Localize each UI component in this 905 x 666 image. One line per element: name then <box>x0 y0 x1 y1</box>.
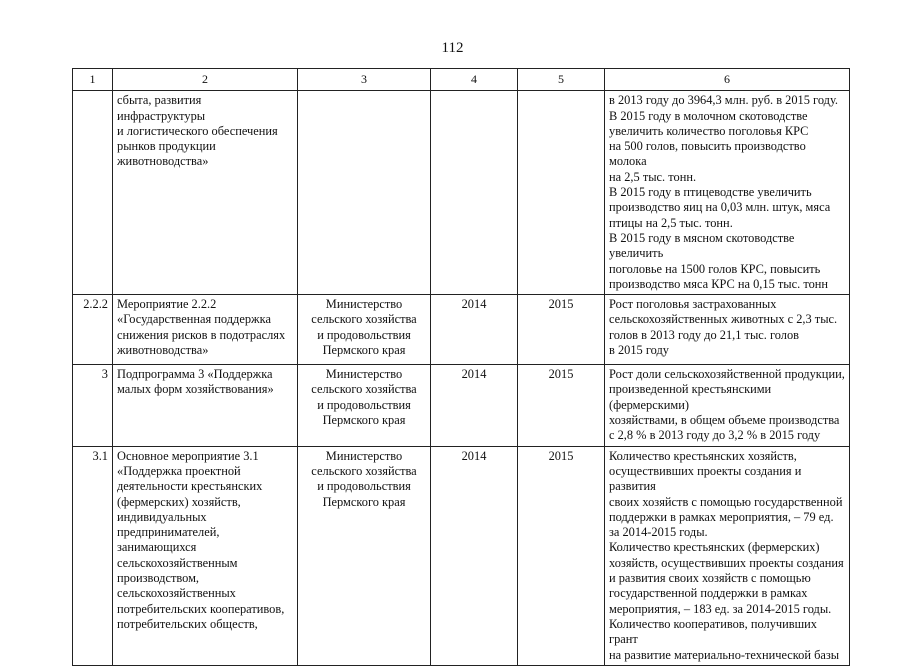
table-row <box>73 446 850 665</box>
row-name: Основное мероприятие 3.1 «Поддержка проектной деятельности крестьянских (фермерских) хозяйств, индивидуальных предпринимателей, занимающихся сельскохозяйственным производством, сельскохозяйственных потребительских кооперативов, потребительских обществ, <box>113 446 298 665</box>
row-start-year: 2014 <box>431 365 518 446</box>
row-result: Рост доли сельскохозяйственной продукции, произведенной крестьянскими (фермерскими) хозяйствами, в общем объеме производства с 2,8 % в 2013 году до 3,2 % в 2015 году <box>605 365 850 446</box>
row-name: сбыта, развития инфраструктуры и логистического обеспечения рынков продукции животноводства» <box>113 91 298 295</box>
row-end-year: 2015 <box>518 295 605 365</box>
table-row <box>73 91 850 295</box>
column-header: 3 <box>298 69 431 91</box>
header-row <box>73 69 850 91</box>
column-header: 2 <box>113 69 298 91</box>
row-number <box>73 91 113 295</box>
column-header: 5 <box>518 69 605 91</box>
row-start-year <box>431 91 518 295</box>
row-result: в 2013 году до 3964,3 млн. руб. в 2015 году. В 2015 году в молочном скотоводстве увеличить количество поголовья КРС на 500 голов, повысить производство молока на 2,5 тыс. тонн. В 2015 году в птицеводстве увеличить производство яиц на 0,03 млн. штук, мяса птицы на 2,5 тыс. тонн. В 2015 году в мясном скотоводстве увеличить поголовье на 1500 голов КРС, повысить производство мяса КРС на 0,15 тыс. тонн <box>605 91 850 295</box>
row-end-year <box>518 91 605 295</box>
row-result: Количество крестьянских хозяйств, осуществивших проекты создания и развития своих хозяйств с помощью государственной поддержки в рамках мероприятия, – 79 ед. за 2014-2015 годы. Количество крестьянских (фермерских) хозяйств, осуществивших проекты создания и развития своих хозяйств с помощью государственной поддержки в рамках мероприятия, – 183 ед. за 2014-2015 годы. Количество кооперативов, получивших грант на развитие материально-технической базы <box>605 446 850 665</box>
row-start-year: 2014 <box>431 446 518 665</box>
row-start-year: 2014 <box>431 295 518 365</box>
row-executor: Министерство сельского хозяйства и продовольствия Пермского края <box>298 295 431 365</box>
table-row <box>73 295 850 365</box>
row-number: 3.1 <box>73 446 113 665</box>
row-end-year: 2015 <box>518 365 605 446</box>
row-number: 3 <box>73 365 113 446</box>
row-end-year: 2015 <box>518 446 605 665</box>
table-row <box>73 365 850 446</box>
row-executor: Министерство сельского хозяйства и продовольствия Пермского края <box>298 365 431 446</box>
column-header: 1 <box>73 69 113 91</box>
row-name: Мероприятие 2.2.2 «Государственная поддержка снижения рисков в подотраслях животноводства» <box>113 295 298 365</box>
row-number: 2.2.2 <box>73 295 113 365</box>
column-header: 6 <box>605 69 850 91</box>
program-table <box>72 68 850 666</box>
column-header: 4 <box>431 69 518 91</box>
row-executor <box>298 91 431 295</box>
row-result: Рост поголовья застрахованных сельскохозяйственных животных с 2,3 тыс. голов в 2013 году до 21,1 тыс. голов в 2015 году <box>605 295 850 365</box>
page-number: 112 <box>441 40 464 56</box>
row-executor: Министерство сельского хозяйства и продовольствия Пермского края <box>298 446 431 665</box>
row-name: Подпрограмма 3 «Поддержка малых форм хозяйствования» <box>113 365 298 446</box>
